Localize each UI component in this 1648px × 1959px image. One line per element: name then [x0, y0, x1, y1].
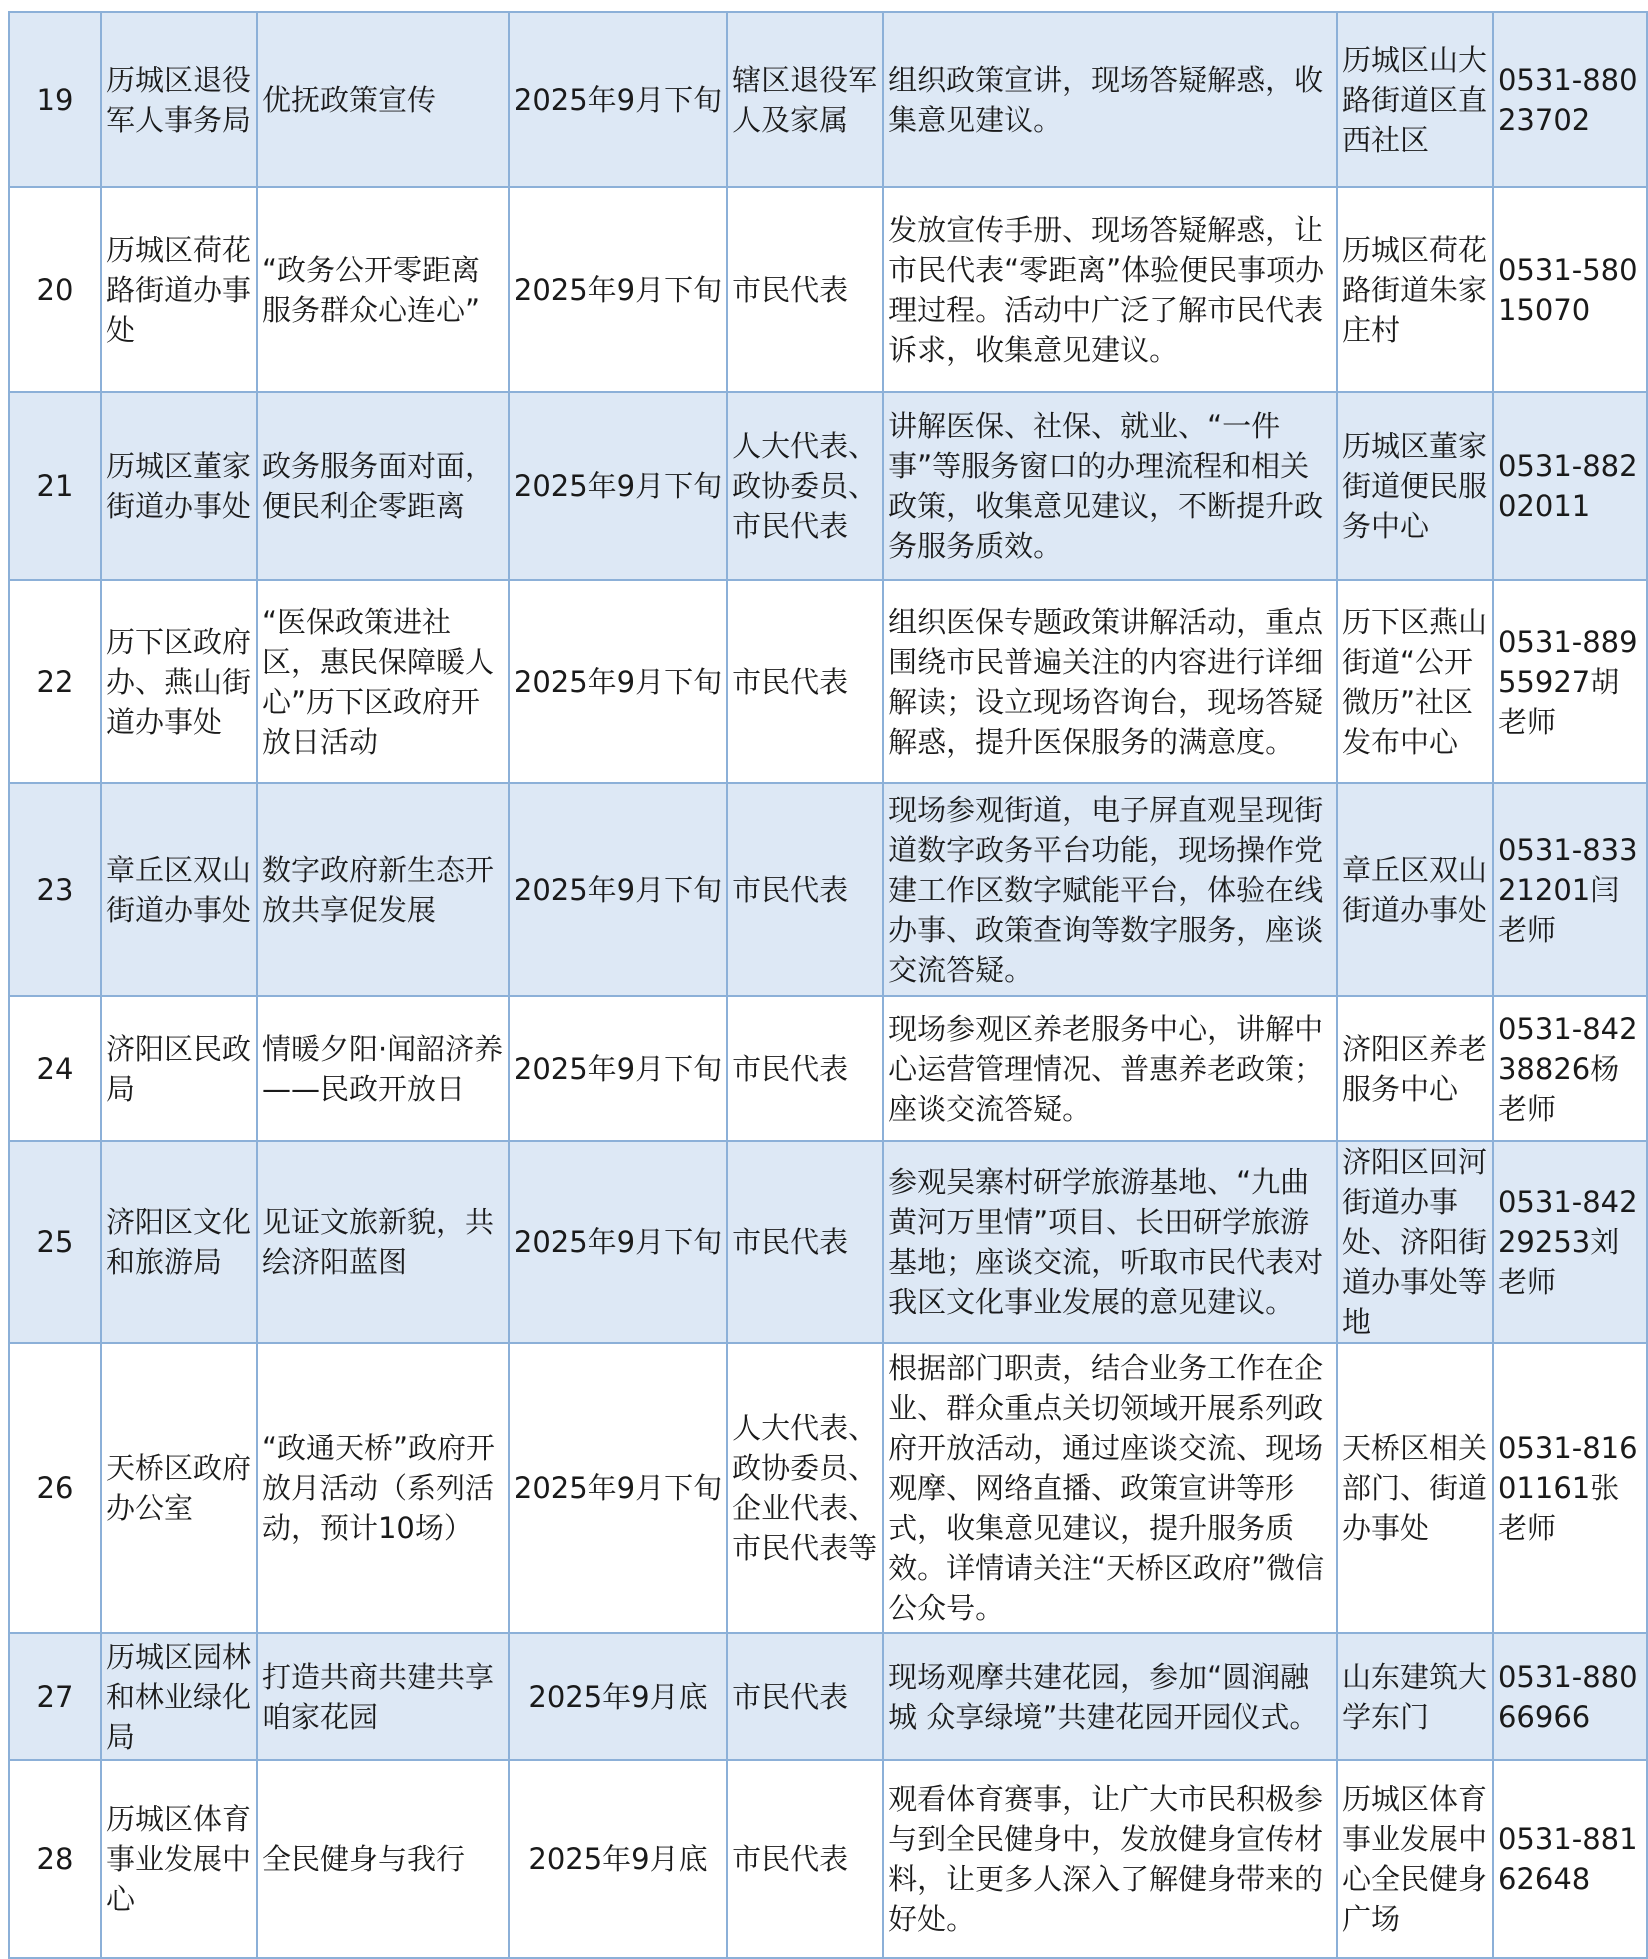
table-row	[9, 187, 1647, 392]
time-cell: 2025年9月下旬	[509, 996, 727, 1141]
content-cell: 参观吴寨村研学旅游基地、“九曲黄河万里情”项目、长田研学旅游基地；座谈交流，听取市民代表对我区文化事业发展的意见建议。	[883, 1141, 1337, 1343]
contact-cell: 0531-88955927胡老师	[1493, 580, 1647, 783]
place-cell: 济阳区回河街道办事处、济阳街道办事处等地	[1337, 1141, 1493, 1343]
place-cell: 历城区山大路街道区直西社区	[1337, 12, 1493, 187]
contact-cell: 0531-58015070	[1493, 187, 1647, 392]
row-number: 22	[9, 580, 101, 783]
theme-cell: 数字政府新生态开放共享促发展	[257, 783, 509, 996]
content-cell: 根据部门职责，结合业务工作在企业、群众重点关切领域开展系列政府开放活动，通过座谈交流、现场观摩、网络直播、政策宣讲等形式，收集意见建议，提升服务质效。详情请关注“天桥区政府”微信公众号。	[883, 1343, 1337, 1633]
place-cell: 历城区荷花路街道朱家庄村	[1337, 187, 1493, 392]
target-cell: 市民代表	[727, 1760, 883, 1958]
table-row	[9, 1633, 1647, 1760]
row-number: 24	[9, 996, 101, 1141]
theme-cell: “医保政策进社区，惠民保障暖人心”历下区政府开放日活动	[257, 580, 509, 783]
row-number: 27	[9, 1633, 101, 1760]
time-cell: 2025年9月下旬	[509, 187, 727, 392]
contact-cell: 0531-84238826杨老师	[1493, 996, 1647, 1141]
content-cell: 发放宣传手册、现场答疑解惑，让市民代表“零距离”体验便民事项办理过程。活动中广泛了解市民代表诉求，收集意见建议。	[883, 187, 1337, 392]
table-row	[9, 1760, 1647, 1958]
place-cell: 山东建筑大学东门	[1337, 1633, 1493, 1760]
time-cell: 2025年9月下旬	[509, 1141, 727, 1343]
organizer-cell: 历城区体育事业发展中心	[101, 1760, 257, 1958]
table-row	[9, 1141, 1647, 1343]
target-cell: 辖区退役军人及家属	[727, 12, 883, 187]
target-cell: 市民代表	[727, 187, 883, 392]
target-cell: 市民代表	[727, 580, 883, 783]
row-number: 19	[9, 12, 101, 187]
row-number: 21	[9, 392, 101, 580]
theme-cell: “政务公开零距离服务群众心连心”	[257, 187, 509, 392]
organizer-cell: 历城区园林和林业绿化局	[101, 1633, 257, 1760]
table-row	[9, 783, 1647, 996]
target-cell: 市民代表	[727, 783, 883, 996]
content-cell: 组织政策宣讲，现场答疑解惑，收集意见建议。	[883, 12, 1337, 187]
time-cell: 2025年9月下旬	[509, 12, 727, 187]
place-cell: 章丘区双山街道办事处	[1337, 783, 1493, 996]
target-cell: 人大代表、政协委员、市民代表	[727, 392, 883, 580]
contact-cell: 0531-88202011	[1493, 392, 1647, 580]
contact-cell: 0531-88066966	[1493, 1633, 1647, 1760]
table-row	[9, 1343, 1647, 1633]
content-cell: 现场参观街道，电子屏直观呈现街道数字政务平台功能，现场操作党建工作区数字赋能平台，体验在线办事、政策查询等数字服务，座谈交流答疑。	[883, 783, 1337, 996]
table-row	[9, 996, 1647, 1141]
content-cell: 观看体育赛事，让广大市民积极参与到全民健身中，发放健身宣传材料，让更多人深入了解健身带来的好处。	[883, 1760, 1337, 1958]
organizer-cell: 历城区董家街道办事处	[101, 392, 257, 580]
time-cell: 2025年9月底	[509, 1633, 727, 1760]
theme-cell: 优抚政策宣传	[257, 12, 509, 187]
contact-cell: 0531-88023702	[1493, 12, 1647, 187]
time-cell: 2025年9月下旬	[509, 392, 727, 580]
row-number: 20	[9, 187, 101, 392]
target-cell: 市民代表	[727, 1141, 883, 1343]
table-row	[9, 12, 1647, 187]
organizer-cell: 天桥区政府办公室	[101, 1343, 257, 1633]
time-cell: 2025年9月底	[509, 1760, 727, 1958]
organizer-cell: 历下区政府办、燕山街道办事处	[101, 580, 257, 783]
place-cell: 历下区燕山街道“公开微历”社区发布中心	[1337, 580, 1493, 783]
place-cell: 天桥区相关部门、街道办事处	[1337, 1343, 1493, 1633]
contact-cell: 0531-84229253刘老师	[1493, 1141, 1647, 1343]
content-cell: 现场观摩共建花园，参加“圆润融城 众享绿境”共建花园开园仪式。	[883, 1633, 1337, 1760]
row-number: 23	[9, 783, 101, 996]
organizer-cell: 济阳区文化和旅游局	[101, 1141, 257, 1343]
theme-cell: “政通天桥”政府开放月活动（系列活动，预计10场）	[257, 1343, 509, 1633]
contact-cell: 0531-81601161张老师	[1493, 1343, 1647, 1633]
theme-cell: 情暖夕阳·闻韶济养——民政开放日	[257, 996, 509, 1141]
activity-table	[8, 11, 1648, 1959]
target-cell: 人大代表、政协委员、企业代表、市民代表等	[727, 1343, 883, 1633]
organizer-cell: 章丘区双山街道办事处	[101, 783, 257, 996]
organizer-cell: 济阳区民政局	[101, 996, 257, 1141]
target-cell: 市民代表	[727, 996, 883, 1141]
theme-cell: 打造共商共建共享咱家花园	[257, 1633, 509, 1760]
theme-cell: 全民健身与我行	[257, 1760, 509, 1958]
row-number: 26	[9, 1343, 101, 1633]
contact-cell: 0531-88162648	[1493, 1760, 1647, 1958]
time-cell: 2025年9月下旬	[509, 580, 727, 783]
target-cell: 市民代表	[727, 1633, 883, 1760]
organizer-cell: 历城区荷花路街道办事处	[101, 187, 257, 392]
time-cell: 2025年9月下旬	[509, 1343, 727, 1633]
content-cell: 现场参观区养老服务中心，讲解中心运营管理情况、普惠养老政策；座谈交流答疑。	[883, 996, 1337, 1141]
contact-cell: 0531-83321201闫老师	[1493, 783, 1647, 996]
content-cell: 组织医保专题政策讲解活动，重点围绕市民普遍关注的内容进行详细解读；设立现场咨询台，现场答疑解惑，提升医保服务的满意度。	[883, 580, 1337, 783]
place-cell: 济阳区养老服务中心	[1337, 996, 1493, 1141]
time-cell: 2025年9月下旬	[509, 783, 727, 996]
place-cell: 历城区体育事业发展中心全民健身广场	[1337, 1760, 1493, 1958]
theme-cell: 政务服务面对面，便民利企零距离	[257, 392, 509, 580]
content-cell: 讲解医保、社保、就业、“一件事”等服务窗口的办理流程和相关政策，收集意见建议，不断提升政务服务质效。	[883, 392, 1337, 580]
table-row	[9, 580, 1647, 783]
theme-cell: 见证文旅新貌，共绘济阳蓝图	[257, 1141, 509, 1343]
table-row	[9, 392, 1647, 580]
row-number: 28	[9, 1760, 101, 1958]
place-cell: 历城区董家街道便民服务中心	[1337, 392, 1493, 580]
organizer-cell: 历城区退役军人事务局	[101, 12, 257, 187]
row-number: 25	[9, 1141, 101, 1343]
